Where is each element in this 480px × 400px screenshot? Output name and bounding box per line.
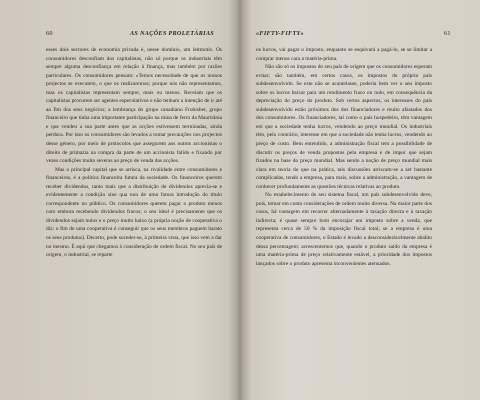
right-page [240,6,480,394]
paragraph: os lucros, vai pagar o imposto, enquanto se esquivará a pagá-lo, se se limitar a comprar menos cara a matéria-prima. [256,47,432,62]
paragraph: esses dois sectores de economia privada é, nesse domínio, um leitmotiv. Os consumidores desconfiam dos capitalistas, não só porque os industriais têm sempre alguma desconfiança em relação à finança, mas também por razões particulares. Os consumidores pensam: «Temos necessidade de que os nossos projectos se executem, o que os realizaremos; porque nós não representamos, mas os capitalistas representam sempre, mais ou menos. Receiam que os capitalistas procurem ser agentes especulativos e não tenham a intenção de ir até ao fim dos seus negócios; a lembrança do grupo canadiano Frobisher, grupo financeiro que tinha uma importante participação na mina de ferro da Mauritânia e que vendeu a sua parte antes que as acções estivessem terminadas, ainda perdura. Por isso os consumidores são levados a tomar precauções nos projectos desse género, por meio de protocolos que assegurem aos outros accionistas o direito de primazia na compra da parte de um accionista falido e fixando por vezes condições muito severas ao preço de venda das acções. [46,47,222,165]
right-page-text [256,46,432,268]
page-number-right: 61 [444,30,451,37]
left-page-text [46,46,222,260]
paragraph: Não são só os impostos do seu país de origem que os consumidores esperam evitar; são também, em certos casos, os impostos do próprio país subdesenvolvido. Se este não se acautelasse, poderia bem ver o seu imposto sobre os lucros baixar para um rendimento fraco ou nulo, em consequência da depreciação do preço do produto. Sob certos aspectos, os interesses do país subdesenvolvido estão próximos dos dos financiadores e muito afastados dos dos consumidores. Os financiadores, tal como o país hospedeiro, têm vantagem em que a sociedade tenha lucros, vendendo ao preço mundial. Os industriais têm, pelo contrário, interesse em que a sociedade não tenha lucros, vendendo ao preço de custo. Bem entendido, a administração fiscal tem a possibilidade de discutir os preços de venda propostos pela empresa e de impor que sejam fixados na base do preço mundial. Mas sendo a noção de preço mundial mais clara em teoria do que na prática, tais discussões arriscam-se a ser bastante complicadas, tendo a empresa, para mais, sobre a administração, a vantagem de conhecer profundamente as questões técnicas relativas ao produto. [256,64,432,190]
running-head-left: AS NAÇÕES PROLETÁRIAS [130,30,215,37]
running-head-right: «FIFTY-FIFTY» [256,30,305,37]
paragraph: Mas o principal capital que se arrisca, na rivalidade entre consumidores e financeiros, é a política financeira futura da sociedade. Os financeiros querem receber dividendos, tanto mais que a distribuição de dividendos aprecia-se e evidentemente a condição sine qua non de uma futura introdução do título correspondente no público. Os consumidores querem pagar o produto menos caro embora recebendo dividendos fracos; o seu ideal é precisamente que os dividendos sejam nulos e o preço muito baixo (a própria noção de cooperativa o diz: o fim de uma cooperativa é conseguir que os seus membros paguem barato os seus produtos). Decerto, pode suceder-se, à primeira vista, que isso vem a dar no mesmo. É aqui que chegamos à consideração de ordem fiscal. No seu país de origem, o industrial, se reparte [46,166,222,259]
page-number-left: 60 [46,30,53,37]
left-page [0,6,240,394]
paragraph: No estabelecimento do seu sistema fiscal, um país subdesenvolvido deve, pois, tomar em conta considerações de ordem muito diversa. Na maior parte dos casos, há vantagem em recorrer alternadamente à taxação directa e à taxação indirecta; é quase sempre bom encorajar um imposto sobre a venda, que representa cerca de 50 % da imposição fiscal total; se a empresa é uma cooperativa de consumidores, o Estado é levado a desconsiderávelmente abalito dessa percentagem; acrescentemos que, quando o produto saído da empresa é uma matéria-prima de preço relativamente estável, a prioridade dos impostos lançados sobre o produto apresenta inconvenientes atenuados. [256,192,432,267]
